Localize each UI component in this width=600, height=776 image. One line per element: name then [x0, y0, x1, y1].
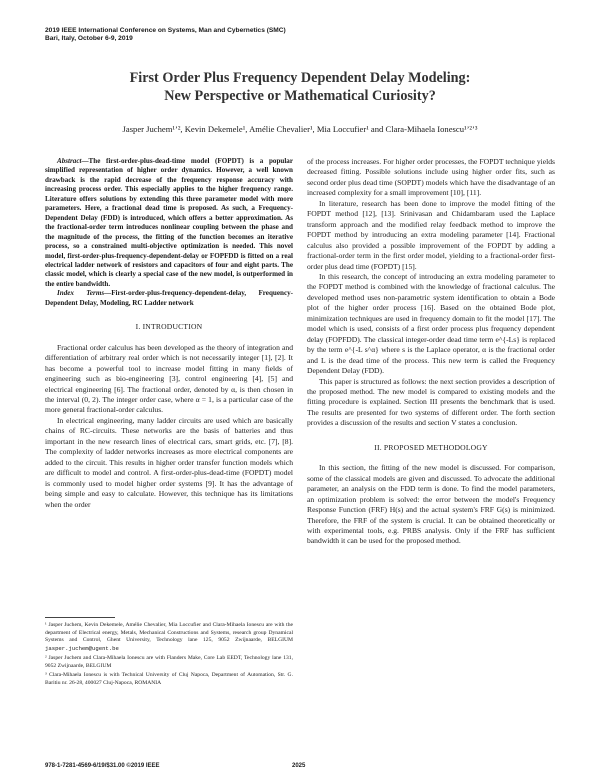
left-column	[45, 157, 293, 510]
right-column	[307, 157, 555, 547]
paragraph: This paper is structured as follows: the next section provides a description of the proposed method. The new model is compared to existing models and the fitting procedure is explained. Section III presents the benchmark that is used. The results are presented for two systems of different order. The forth section provides a discussion of the results and section V states a conclusion.	[307, 376, 555, 428]
paragraph: In literature, research has been done to improve the model fitting of the FOPDT method [12], [13]. Srinivasan and Chidambaram used the Laplace transform approach and the modified relay feedback method to improve the FOPDT method by introducing an extra modeling parameter [14]. Fractional calculus also provided a possible improvement of the FOPDT by adding a fractional-order term in the first order model, yielding to a fractional-order first-order plus dead time (FOPDT) [15].	[307, 198, 555, 271]
paragraph: Fractional order calculus has been developed as the theory of integration and differentiation of arbitrary real order which is not necessarily integer [1], [2]. It has become a powerful tool to increase model fitting in many fields of engineering such as bio-engineering [3], control engineering [4], [5] and electrical engineering [6]. The fractional order, denoted by α, is then chosen in the interval (0, 2). The integer order case, where α = 1, is a particular case of the more general fractional-order calculus.	[45, 342, 293, 415]
paragraph: of the process increases. For higher order processes, the FOPDT technique yields decreased fitting. Possible solutions include using higher order fits, such as second order plus dead time (SOPDT) models which have the disadvantage of an increased complexity for a small improvement [10], [11].	[307, 157, 555, 198]
footnote: ³ Clara-Mihaela Ionescu is with Technical University of Cluj Napoca, Department of Automation, Str. G. Baritiu nr. 26-28, 400027 Cluj-Napoca, ROMANIA	[45, 672, 293, 686]
footnote	[45, 622, 293, 653]
conference-location: Bari, Italy, October 6-9, 2019	[45, 35, 133, 42]
abstract	[45, 157, 293, 289]
section-heading-introduction: I. INTRODUCTION	[135, 322, 203, 332]
footnote-rule	[45, 617, 115, 618]
footer-isbn: 978-1-7281-4569-6/19/$31.00 ©2019 IEEE	[45, 763, 160, 769]
paper-title-line1: First Order Plus Frequency Dependent Delay Modeling:	[129, 70, 471, 86]
footnotes	[45, 617, 293, 689]
index-terms-text: —First-order-plus-frequency-dependent-delay, Frequency-Dependent Delay, Modeling, RC Ladder network	[45, 289, 293, 307]
index-terms	[45, 289, 293, 308]
section-heading-methodology: II. PROPOSED METHODOLOGY	[374, 442, 488, 452]
footnote-text: ¹ Jasper Juchem, Kevin Dekemele, Amélie Chevalier, Mia Loccufier and Clara-Mihaela Ionescu are with the department of Electrical energy, Metals, Mechanical Constructions and Systems, research group Dynamical Systems and Control, Ghent University, Technology lane 125, 9052 Zwijnaarde, BELGIUM	[45, 622, 293, 643]
index-terms-label: Index Terms	[57, 289, 105, 298]
footer-page-number: 2025	[292, 763, 306, 769]
email-address[interactable]: jasper.juchem@ugent.be	[45, 644, 119, 652]
paragraph: In this research, the concept of introducing an extra modeling parameter to the FOPDT method is combined with the knowledge of fractional calculus. The developed method uses non-parametric system identification to obtain a Bode plot of the higher order process [16]. Based on the obtained Bode plot, minimization techniques are used in frequency domain to fit the model [17]. The model which is used, consists of a first order process plus frequency dependent delay (FOPFDD). The classical integer-order dead time term e^{-Ls} is replaced by the term e^{-L s^α} where s is the Laplace operator, α is the fractional order and L is the dead time of the process. This new term is called the Frequency Dependent Delay (FDD).	[307, 271, 555, 376]
abstract-text: —The first-order-plus-dead-time model (FOPDT) is a popular simplified representation of higher order dynamics. However, a well known drawback is the rapid decrease of the frequency response accuracy with increasing process order. This especially applies to the higher frequency range. Literature offers solutions by extending this three parameter model with more parameters. Here, a fractional dead time is proposed. As such, a Frequency-Dependent Delay (FDD) is introduced, which offers a better approximation. As the fractional-order term introduces nonlinear coupling between the phase and the magnitude of the process, the fitting of the function becomes an iterative process, so a constrained multi-objective optimization is needed. This novel model, first-order-plus-frequency-dependent-delay or FOPFDD is fitted on a real electrical ladder network of resistors and capacitors of four and eight parts. The classic model, which is clearly a special case of the new model, is outperformed in the entire bandwidth.	[45, 157, 293, 288]
paragraph: In electrical engineering, many ladder circuits are used which are basically chains of RC-circuits. These networks are the basis of batteries and thus important in the new research lines of electrical cars, smart grids, etc. [7], [8]. The complexity of ladder networks increases as more electrical components are added to the circuit. This results in higher order transfer function models which are difficult to model and control. A first-order-plus-dead-time (FOPDT) model is commonly used to model higher order systems [9]. It has the advantage of being simple and easy to calculate. However, this technique has its limitations when the order	[45, 415, 293, 509]
conference-header: 2019 IEEE International Conference on Systems, Man and Cybernetics (SMC)	[45, 27, 286, 34]
footnote: ² Jasper Juchem and Clara-Mihaela Ionescu are with Flanders Make, Core Lab EEDT, Technology lane 131, 9052 Zwijnaarde, BELGIUM	[45, 655, 293, 669]
author-list: Jasper Juchem¹ʼ², Kevin Dekemele¹, Amélie Chevalier¹, Mia Loccufier¹ and Clara-Mihaela Ionescu¹ʼ²ʼ³	[122, 124, 478, 134]
paragraph: In this section, the fitting of the new model is discussed. For comparison, some of the classical models are given and discussed. To advocate the additional parameter, an analysis on the FDD term is done. To find the model parameters, an optimization problem is solved: the error between the model's Frequency Response Function (FRF) H(s) and the actual system's FRF G(s) is minimized. Therefore, the FRF of the system is crucial. It can be obtained theoretically or with experimental tools, e.g. PRBS analysis. Only if the FRF has sufficient bandwidth it can be used for the proposed method.	[307, 463, 555, 546]
paper-title-line2: New Perspective or Mathematical Curiosity?	[164, 88, 436, 104]
abstract-label: Abstract	[57, 157, 82, 165]
